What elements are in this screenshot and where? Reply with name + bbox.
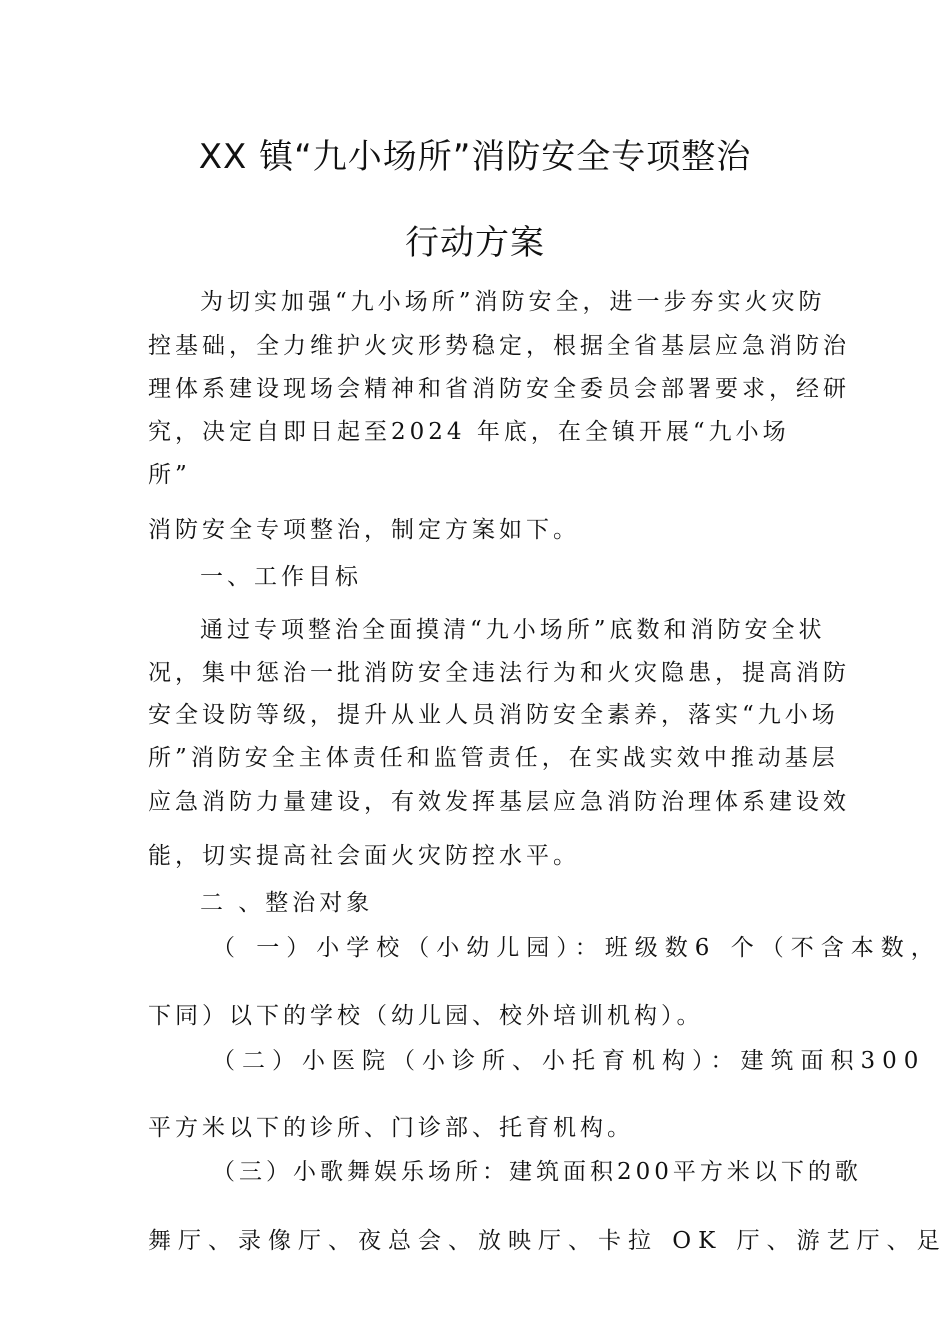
paragraph-line: 通过专项整治全面摸清“九小场所”底数和消防安全状 [200, 617, 826, 643]
paragraph-line: 为切实加强“九小场所”消防安全，进一步夯实火灾防 [200, 289, 826, 315]
list-item-line: （三）小歌舞娱乐场所：建筑面积200平方米以下的歌 [212, 1159, 862, 1185]
document-title-line-1: XX 镇“九小场所”消防安全专项整治 [198, 137, 752, 177]
list-item-line: 平方米以下的诊所、门诊部、托育机构。 [148, 1115, 634, 1141]
document-title-line-2: 行动方案 [405, 223, 545, 263]
paragraph-line: 应急消防力量建设，有效发挥基层应急消防治理体系建设效 [148, 789, 850, 815]
list-item-line: （二）小医院（小诊所、小托育机构）：建筑面积300 [212, 1048, 926, 1074]
paragraph-line: 况，集中惩治一批消防安全违法行为和火灾隐患，提高消防 [148, 660, 850, 686]
paragraph-line: 消防安全专项整治，制定方案如下。 [148, 517, 580, 543]
list-item-line: 下同）以下的学校（幼儿园、校外培训机构）。 [148, 1003, 704, 1029]
paragraph-line: 所” [148, 462, 191, 488]
paragraph-line: 控基础，全力维护火灾形势稳定，根据全省基层应急消防治 [148, 333, 850, 359]
paragraph-line: 理体系建设现场会精神和省消防安全委员会部署要求，经研 [148, 376, 850, 402]
paragraph-line: 所”消防安全主体责任和监管责任，在实战实效中推动基层 [148, 745, 839, 771]
paragraph-line: 究，决定自即日起至2024 年底，在全镇开展“九小场 [148, 419, 790, 445]
paragraph-line: 安全设防等级，提升从业人员消防安全素养，落实“九小场 [148, 702, 839, 728]
section-heading: 一、工作目标 [200, 564, 362, 590]
paragraph-line: 能，切实提高社会面火灾防控水平。 [148, 843, 580, 869]
list-item-line: （ 一）小学校（小幼儿园）：班级数6 个（不含本数， [212, 935, 941, 961]
section-heading: 二 、整治对象 [200, 890, 374, 916]
list-item-line: 舞厅、录像厅、夜总会、放映厅、卡拉 OK 厅、游艺厅、足 [148, 1228, 947, 1254]
